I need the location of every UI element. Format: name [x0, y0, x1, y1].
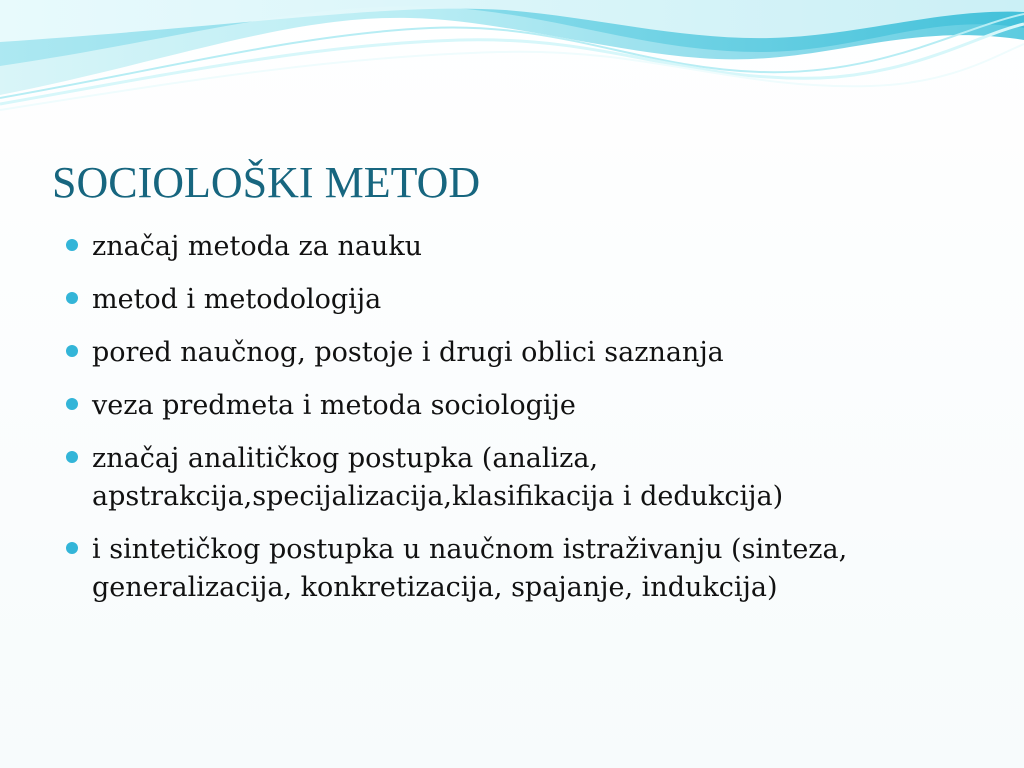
- list-item-2: [92, 281, 992, 319]
- bullet-text-5: značaj analitičkog postupka (analiza, apstrakcija,specijalizacija,klasifikacija i dedukcija): [92, 443, 784, 512]
- header-wave-decoration: [0, 0, 1024, 130]
- bullet-list: [92, 228, 992, 622]
- bullet-text-6: i sintetičkog postupka u naučnom istraživanju (sinteza, generalizacija, konkretizacija, spajanje, indukcija): [92, 534, 848, 603]
- list-item-6: [92, 531, 992, 607]
- list-item-1: [92, 228, 992, 266]
- bullet-text-2: metod i metodologija: [92, 284, 382, 315]
- bullet-icon: [66, 398, 78, 410]
- bullet-text-3: pored naučnog, postoje i drugi oblici saznanja: [92, 337, 724, 368]
- list-item-4: [92, 387, 992, 425]
- bullet-text-1: značaj metoda za nauku: [92, 231, 423, 262]
- bullet-icon: [66, 239, 78, 251]
- bullet-icon: [66, 345, 78, 357]
- list-item-3: [92, 334, 992, 372]
- bullet-icon: [66, 451, 78, 463]
- bullet-icon: [66, 542, 78, 554]
- list-item-5: [92, 440, 992, 516]
- bullet-icon: [66, 292, 78, 304]
- slide-title: SOCIOLOŠKI METOD: [52, 158, 481, 207]
- bullet-text-4: veza predmeta i metoda sociologije: [92, 390, 576, 421]
